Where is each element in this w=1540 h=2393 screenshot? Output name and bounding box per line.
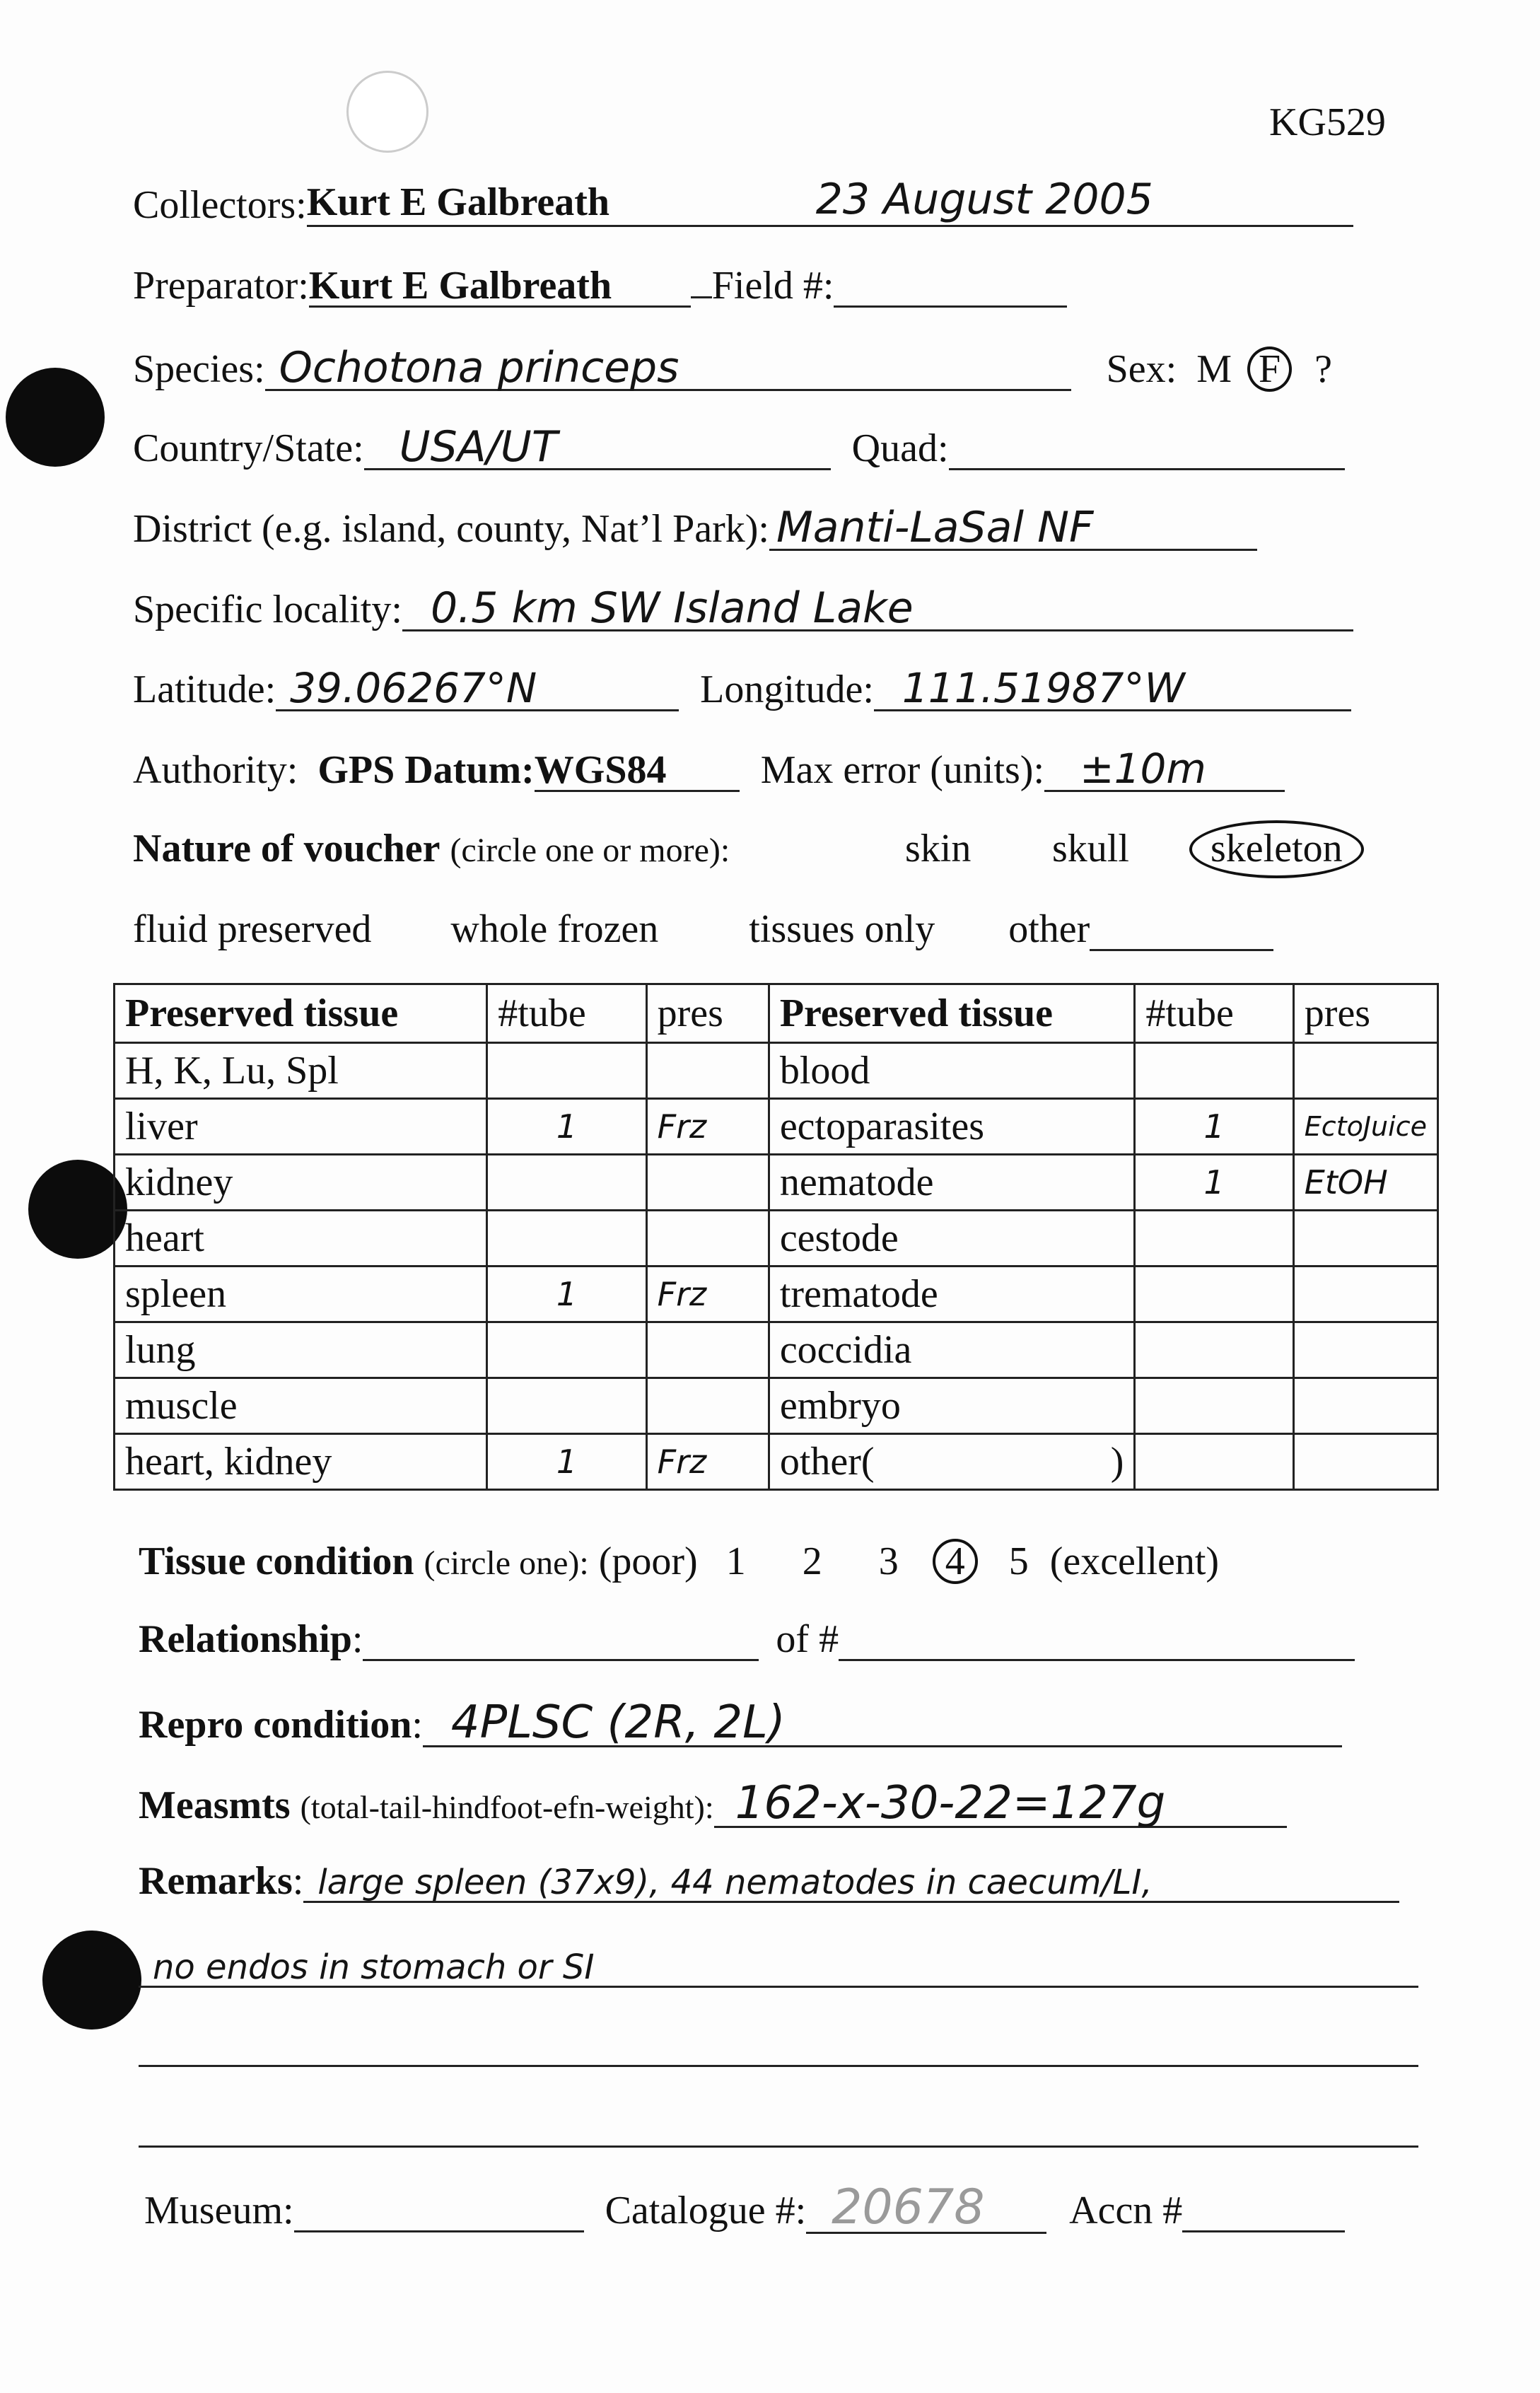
voucher-whole-frozen[interactable]: whole frozen (450, 907, 659, 951)
country-value: USA/UT (399, 422, 558, 472)
table-row: heart, kidney 1 Frz other( ) (115, 1434, 1438, 1490)
tissue-condition-row (139, 1539, 1219, 1584)
voucher-skull[interactable]: skull (1052, 827, 1129, 871)
voucher-other-field[interactable] (1090, 909, 1273, 951)
header-pres: pres (646, 984, 769, 1043)
remarks-blank-line-1[interactable] (139, 2065, 1418, 2067)
table-row: H, K, Lu, Spl blood (115, 1043, 1438, 1099)
repro-row: Repro condition: 4PLSC (2R, 2L) (139, 1700, 1342, 1747)
voucher-skeleton-circled[interactable]: skeleton (1189, 820, 1364, 878)
voucher-label: Nature of voucher (133, 827, 441, 871)
collectors-label: Collectors: (133, 183, 307, 227)
measmts-value: 162-x-30-22=127g (735, 1777, 1166, 1829)
catalogue-label: Catalogue #: (605, 2189, 807, 2232)
condition-label: Tissue condition (139, 1539, 414, 1583)
repro-label: Repro condition (139, 1703, 412, 1747)
preparator-row (133, 266, 1067, 308)
condition-poor-label: (poor) (598, 1539, 698, 1583)
district-label: District (e.g. island, county, Nat’l Park): (133, 507, 769, 551)
table-row: liver 1 Frz ectoparasites 1 EctoJuice (115, 1099, 1438, 1155)
remarks-line-1: large spleen (37x9), 44 nematodes in caecum/LI, (317, 1863, 1153, 1902)
district-row (133, 503, 1257, 552)
museum-label: Museum: (144, 2189, 294, 2232)
condition-option-2[interactable]: 2 (802, 1539, 822, 1583)
table-row: heart cestode (115, 1211, 1438, 1267)
gps-datum-label: GPS Datum: (317, 748, 535, 792)
header-preserved-tissue: Preserved tissue (115, 984, 487, 1043)
species-row (133, 343, 1332, 392)
coordinates-row (133, 664, 1351, 712)
sex-unknown-option[interactable]: ? (1314, 347, 1332, 391)
locality-row (133, 583, 1353, 633)
preparator-value: Kurt E Galbreath (308, 264, 612, 308)
collection-date: 23 August 2005 (815, 175, 1153, 224)
district-value: Manti-LaSal NF (776, 503, 1094, 552)
longitude-value: 111.51987°W (902, 664, 1185, 712)
other-tissue-close: ) (1110, 1440, 1124, 1484)
punch-hole-top (6, 368, 105, 467)
punch-hole-mark (346, 71, 428, 153)
sex-m-option[interactable]: M (1196, 347, 1232, 391)
relationship-label: Relationship (139, 1617, 352, 1661)
country-label: Country/State: (133, 426, 364, 470)
measurements-row (139, 1777, 1287, 1829)
table-row: muscle embryo (115, 1378, 1438, 1434)
preserved-tissue-table (113, 983, 1439, 1491)
locality-label: Specific locality: (133, 588, 402, 631)
voucher-other[interactable]: other (1008, 907, 1090, 951)
header-tube: #tube (487, 984, 646, 1043)
voucher-tissues-only[interactable]: tissues only (749, 907, 935, 951)
accn-label: Accn # (1069, 2189, 1183, 2232)
condition-option-5[interactable]: 5 (1008, 1539, 1029, 1583)
punch-hole-middle (28, 1160, 127, 1259)
voucher-hint: (circle one or more): (450, 832, 730, 869)
max-error-label: Max error (units): (760, 748, 1044, 792)
footer-row (144, 2179, 1345, 2235)
quad-field[interactable] (949, 429, 1345, 470)
country-row (133, 422, 1345, 472)
sex-label: Sex: (1106, 347, 1177, 391)
card-id: KG529 (1269, 100, 1386, 144)
voucher-row (133, 827, 730, 871)
longitude-label: Longitude: (700, 668, 874, 711)
latitude-label: Latitude: (133, 668, 276, 711)
voucher-fluid-preserved[interactable]: fluid preserved (133, 907, 372, 951)
voucher-row-2 (133, 909, 1273, 951)
condition-excellent-label: (excellent) (1049, 1539, 1220, 1583)
field-number-label: Field #: (711, 264, 834, 308)
remarks-blank-line-2[interactable] (139, 2145, 1418, 2148)
table-row: kidney nematode 1 EtOH (115, 1155, 1438, 1211)
condition-option-3[interactable]: 3 (878, 1539, 899, 1583)
table-row: spleen 1 Frz trematode (115, 1267, 1438, 1322)
species-label: Species: (133, 347, 265, 391)
condition-option-4-circled[interactable]: 4 (933, 1539, 978, 1584)
museum-field[interactable] (294, 2191, 584, 2232)
remarks-line-2-field (139, 1946, 1418, 1988)
collectors-value: Kurt E Galbreath (306, 180, 610, 224)
relationship-field[interactable] (363, 1619, 759, 1661)
authority-row (133, 745, 1285, 793)
preparator-label: Preparator: (133, 264, 309, 308)
authority-label: Authority: (133, 748, 298, 792)
other-tissue-label: other( (779, 1440, 875, 1484)
remarks-row: Remarks: large spleen (37x9), 44 nematodes in caecum/LI, (139, 1861, 1399, 1903)
repro-value: 4PLSC (2R, 2L) (450, 1696, 786, 1749)
relationship-row: Relationship: of # (139, 1619, 1355, 1661)
relationship-of-field[interactable] (839, 1619, 1355, 1661)
remarks-label: Remarks (139, 1859, 293, 1903)
field-number-field[interactable] (834, 266, 1067, 308)
header-pres-2: pres (1293, 984, 1437, 1043)
measmts-hint: (total-tail-hindfoot-efn-weight): (300, 1789, 714, 1825)
max-error-value: ±10m (1080, 745, 1206, 793)
collectors-row (133, 175, 1353, 227)
condition-option-1[interactable]: 1 (725, 1539, 746, 1583)
header-preserved-tissue-2: Preserved tissue (769, 984, 1135, 1043)
punch-hole-bottom (42, 1931, 141, 2030)
species-value: Ochotona princeps (279, 343, 679, 392)
header-tube-2: #tube (1135, 984, 1293, 1043)
sex-f-option-circled[interactable]: F (1247, 347, 1292, 392)
condition-hint: (circle one): (424, 1544, 589, 1582)
accn-field[interactable] (1182, 2191, 1345, 2232)
latitude-value: 39.06267°N (290, 664, 537, 712)
measmts-label: Measmts (139, 1783, 291, 1827)
voucher-skin[interactable]: skin (905, 827, 972, 871)
gps-datum-value: WGS84 (534, 748, 667, 792)
relationship-of-label: of # (776, 1617, 839, 1661)
catalogue-value: 20678 (832, 2179, 985, 2235)
remarks-line-2: no endos in stomach or SI (153, 1947, 595, 1987)
table-row: lung coccidia (115, 1322, 1438, 1378)
quad-label: Quad: (851, 426, 949, 470)
locality-value: 0.5 km SW Island Lake (430, 583, 914, 633)
table-header-row (115, 984, 1438, 1043)
